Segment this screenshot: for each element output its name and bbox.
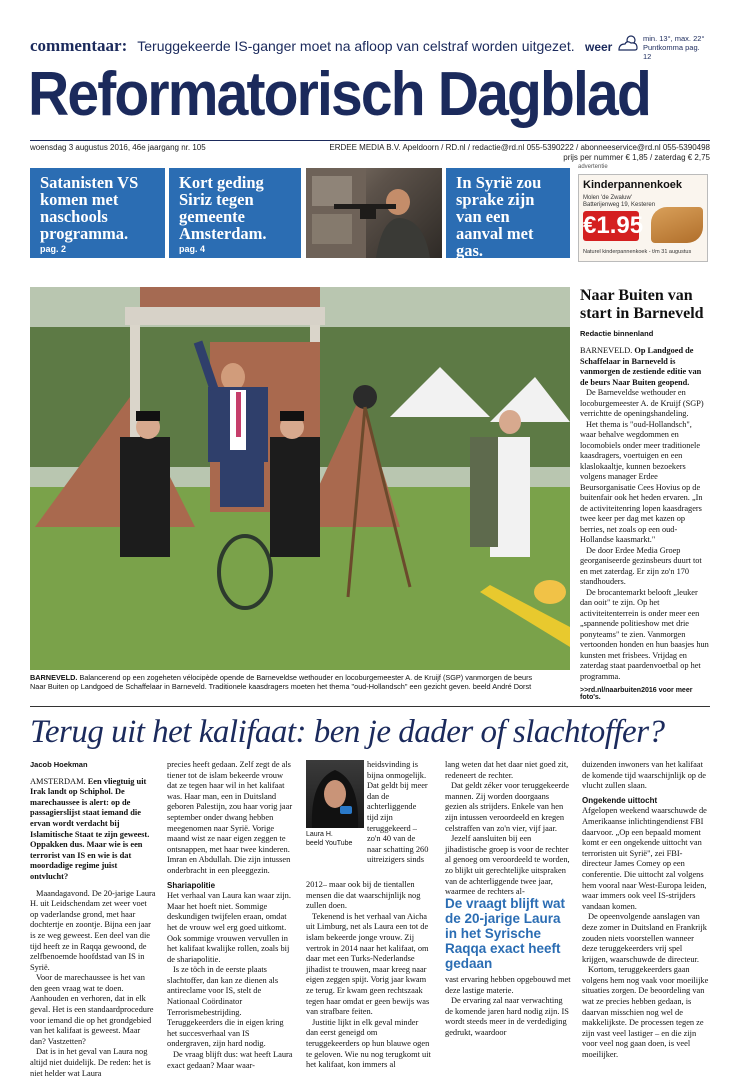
- pull-quote: De vraagt blijft wat de 20-jarige Laura in het Syrische Raqqa exact heeft gedaan: [445, 896, 566, 971]
- commentaar-kicker: commentaar:: [30, 36, 128, 55]
- teaser-syrie-gas[interactable]: In Syrië zou sprake zijn van een aanval met gas. pag. 7: [446, 168, 570, 258]
- laura-portrait: [306, 760, 364, 828]
- weather-label: weer: [585, 40, 613, 54]
- main-photo: [30, 287, 570, 670]
- ad-footer: Naturel kinderpannenkoek - t/m 31 augustus: [583, 249, 692, 255]
- pancake-roll-image: [651, 207, 703, 243]
- ad-label: advertentie: [578, 164, 608, 170]
- article-column-1: Jacob Hoekman AMSTERDAM. Een vliegtuig uit Irak landt op Schiphol. De marechaussee is alert: op de passagierslijst staat iemand die ervan wordt verdacht bij Islamitische Staat te zijn geweest. Oppakken dus. Maar wie is een terrorist van IS en wie is dat moordadige regime juist ontvlucht? Maandagavond. De 20-jarige Laura H. uit Leidschendam zet weer voet op vaderlandse grond, met haar dochtertje en zoontje. Bijna een jaar is ze weg geweest. Een deel van die tijd heeft ze in Raqqa gewoond, de zelfbenoemde hoofdstad van IS in Syrië. Voor de marechaussee is het van den geen vraag wat te doen. Aanhouden en verhoren, dat in elk geval. Het is een standaardprocedure voor iemand die op het grondgebied van het kalifaat is geweest. Maar dan? Vastzetten? Dat is in het geval van Laura nog altijd niet duidelijk. De reden: het is niet helder wat Laura: [30, 760, 156, 1078]
- article-column-3: 2012– maar ook bij de tientallen mensen die dat waarschijnlijk nog zullen doen. Tekenend is het verhaal van Aicha uit Limburg, net als Laura een tot de islam bekeerde jonge vrouw. Zij vertrok in 2014 naar het kalifaat, om daar met een Turks-Nederlandse jihadist te trouwen, maar kreeg naar eigen zeggen spijt. Vorig jaar kwam ze terug. Er kwam geen rechtszaak tegen haar omdat er geen bewijs was van strafbare feiten. Justitie lijkt in elk geval minder dan eerst geneigd om teruggekeerders op hun blauwe ogen te geloven. Wie nu nog terugkomt uit het kalifaat, kon immers al: [306, 880, 431, 1070]
- dateline: [30, 140, 710, 160]
- sniper-illustration: [306, 168, 442, 258]
- ad-box: [578, 174, 708, 262]
- teaser-satanisten[interactable]: Satanisten VS komen met naschools programma. pag. 2: [30, 168, 165, 258]
- ad-price: €1.95: [583, 212, 644, 239]
- main-headline[interactable]: Terug uit het kalifaat: ben je dader of slachtoffer?: [30, 714, 665, 750]
- publisher-info: ERDEE MEDIA B.V. Apeldoorn / RD.nl / redactie@rd.nl 055-5390222 / abonneeservice@rd.nl 055-5390498 prijs per nummer € 1,85 / zaterdag € 2,75: [329, 143, 710, 162]
- velocipede-scene-illustration: [30, 287, 570, 670]
- cloud-sun-icon: [615, 32, 641, 54]
- article-column-4-bottom: vast ervaring hebben opgebouwd met deze lastige materie. De ervaring zal naar verwachting de komende jaren hard nodig zijn. IS wordt steeds meer in de verdediging gedrukt, waardoor: [445, 975, 571, 1037]
- ad-address: Molen 'de Zwaluw' Batterijenweg 19, Kesteren: [583, 195, 656, 208]
- sidebar-lead: BARNEVELD. Op Landgoed de Schaffelaar in Barneveld is vanmorgen de zestiende editie van de beurs Naar Buiten geopend.: [580, 346, 702, 387]
- subhead-shariapolitie: Shariapolitie: [167, 880, 216, 890]
- sidebar-headline[interactable]: Naar Buiten van start in Barneveld: [580, 287, 704, 322]
- photo-caption: BARNEVELD. Balancerend op een zogeheten vélocipède opende de Barneveldse wethouder en locoburgemeester A. de Kruijf (SGP) vanmorgen de beurs Naar Buiten op Landgoed de Schaffelaar in Barneveld. Traditionele kaasdragers moeten het thema "oud-Hollandsch" een gezicht geven. beeld André Dorst: [30, 673, 533, 691]
- commentaar-bar: [30, 34, 710, 61]
- photo-credit: beeld André Dorst: [472, 682, 532, 691]
- ad-title: Kinderpannenkoek: [583, 179, 683, 191]
- teaser-photo-sniper: [306, 168, 442, 258]
- divider: [30, 706, 710, 707]
- article-column-5: duizenden inwoners van het kalifaat de komende tijd waarschijnlijk op de vlucht zullen slaan. Ongekende uittocht Afgelopen weekend waarschuwde de Amerikaanse inlichtingendienst FBI daarvoor. „Op een bepaald moment komt er een ongekende uittocht van terroristen uit Syrië", zei FBI-directeur James Comey op een conferentie. Die uittocht zal volgens hem vooral naar West-Europa leiden, waar immers ook veel IS-strijders vandaan komen. De opeenvolgende aanslagen van deze zomer in Duitsland en Frankrijk zouden niets voorstellen wanneer deze teruggekeerders vrij spel krijgen, waarschuwde de directeur. Kortom, teruggekeerders gaan volgens hem nog vaak voor moeilijke situaties zorgen. De beoordeling van wat ze precies hebben gedaan, is daarvan misschien nog wel de makkelijkste. De processen tegen ze zijn vast veel lastiger – en die zijn voor veel nog gaan doen, is veel moeilijker.: [582, 760, 709, 1060]
- sidebar-body: De Barneveldse wethouder en locoburgemeester A. de Kruijf (SGP) verrichtte de openingshandeling. Het thema is "oud-Hollandsch", waar behalve wegdommen en locomobiels onder meer traditionele kaasdragers, voertuigen en een klaslokaaltje, kunnen bezoekers volgens manager Erdee Beursorganisatie Cees Hovius op de buitenfair ook het heden ervaren. „In de activiteitenring lopen kaasdragers twee keer per dag met kazen op berries, net zoals op een oud-Hollandse kaasmarkt." De door Erdee Media Groep georganiseerde gezinsbeurs duurt tot en met zaterdag. Er zijn zo'n 170 standhouders. De brocantemarkt belooft „leuker dan ooit" te zijn. Op het activiteitenterrein is onder meer een „spannende politieshow met drie ponyteams" te zien. Vanmorgen vertoonden honden en hun baasjes hun kunsten met frisbees. Vrijdag en zaterdag staat paardenvoetbal op het programma.: [580, 388, 709, 681]
- article-column-2: precies heeft gedaan. Zelf zegt de als tiener tot de islam bekeerde vrouw dat ze tegen haar wil in het kalifaat was. Haar man, een in Duitsland geboren Palestijn, zou haar vorig jaar september onder dwang hebben meegenomen naar Syrië. Vorige maand wist ze naar eigen zeggen te ontsnappen, met haar twee kinderen. Imran en Abdullah. Die zijn intussen onderbracht in een pleeggezin. Shariapolitie Het verhaal van Laura kan waar zijn. Maar het hoeft niet. Sommige deskundigen twijfelen eraan, omdat het de vrouw wel erg goed uitkomt. Ook sommige vrouwen vervullen in het kalifaat kwalijke rollen, zoals bij de shariapolitie. Is ze töch in de eerste plaats slachtoffer, dan kan ze dienen als antireclame voor IS, stelt de Nationaal Coördinator Terrorismebestrijding. Teruggekeerders die in eigen kring het succesverhaal van IS ondergraven, zijn hard nodig. De vraag blijft dus: wat heeft Laura exact gedaan? Maar waar-: [167, 760, 295, 1071]
- issue-date: woensdag 3 augustus 2016, 46e jaargang nr. 105: [30, 143, 206, 152]
- advertisement[interactable]: [578, 164, 708, 262]
- teaser-siriz[interactable]: Kort geding Siriz tegen gemeente Amsterdam. pag. 4: [169, 168, 301, 258]
- sidebar-author: Redactie binnenland: [580, 329, 654, 338]
- article-lead: AMSTERDAM. Een vliegtuig uit Irak landt op Schiphol. De marechaussee is alert: op de passagierslijst staat iemand die ervan wordt verdacht bij Islamitische Staat te zijn geweest. Oppakken dus. Maar wie is een terrorist van IS en wie is dat moordadige regime juist ontvlucht?: [30, 776, 150, 881]
- portrait-illustration: [306, 760, 364, 828]
- sidebar-article: [580, 287, 710, 701]
- article-author: Jacob Hoekman: [30, 760, 88, 769]
- sidebar-link[interactable]: >>rd.nl/naarbuiten2016 voor meer foto's.: [580, 687, 693, 701]
- subhead-ongekende-uittocht: Ongekende uittocht: [582, 795, 658, 805]
- article-column-3-top: heidsvinding is bijna onmogelijk. Dat geldt bij meer dan de achterliggende tijd zijn teruggekeerd – zo'n 40 van de naar schatting 260 uitreizigers sinds: [367, 760, 429, 865]
- masthead-title[interactable]: Reformatorisch Dagblad: [28, 60, 650, 129]
- weather-text: min. 13°, max. 22° Puntkomma pag. 12: [643, 34, 705, 61]
- commentaar-text[interactable]: Teruggekeerde IS-ganger moet na afloop van celstraf worden uitgezet.: [137, 38, 575, 54]
- article-column-4: lang weten dat het daar niet goed zit, redeneert de rechter. Dat geldt zéker voor teruggekeerde mannen. Zij worden doorgaans gezien als strijders. Enkele van hen zijn intussen veroordeeld en kregen celstraffen van zo'n vier, vijf jaar. Jezelf aansluiten bij een jihadistische groep is voor de rechter al genoeg om veroordeeld te worden, zo blijkt uit gerechtelijke uitspraken van de achterliggende twee jaar, waarmee de rechters al-: [445, 760, 570, 897]
- inset-caption: Laura H. beeld YouTube: [306, 831, 353, 847]
- weather-box: [585, 32, 710, 61]
